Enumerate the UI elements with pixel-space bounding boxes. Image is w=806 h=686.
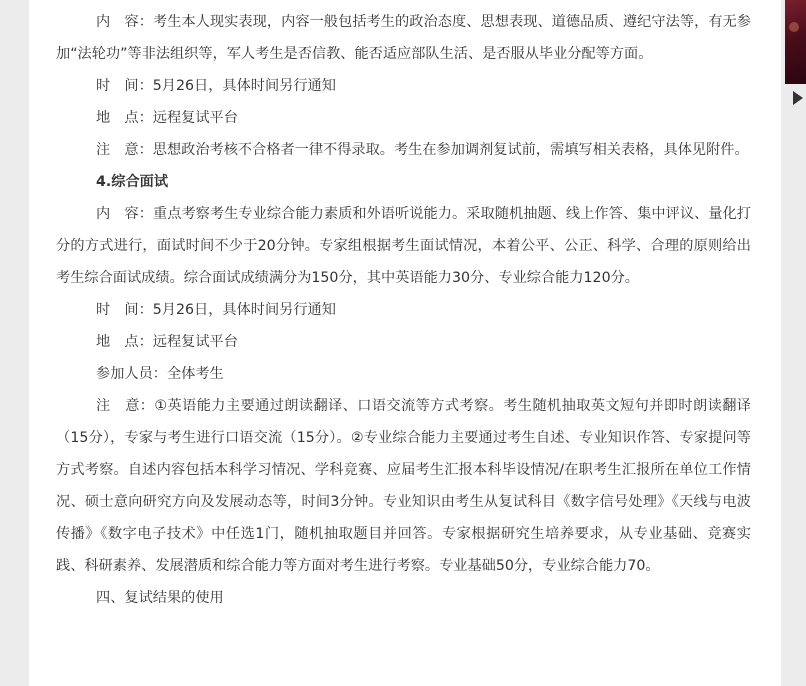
paragraph-interview-place: 地 点：远程复试平台 [96, 334, 238, 350]
paragraph-interview-content: 内 容：重点考察考生专业综合能力素质和外语听说能力。采取随机抽题、线上作答、集中评议、量化打分的方式进行，面试时间不少于20分钟。专家组根据考生面试情况，本着公平、公正、科学、合理的原则给出考生综合面试成绩。综合面试成绩满分为150分，其中英语能力30分、专业综合能力120分。 [56, 206, 751, 286]
paragraph-political-note: 注 意：思想政治考核不合格者一律不得录取。考生在参加调剂复试前，需填写相关表格，具体见附件。 [96, 142, 749, 158]
section-heading-interview: 4.综合面试 [96, 174, 169, 190]
video-thumbnail[interactable] [785, 0, 806, 84]
article-content [29, 0, 781, 686]
paragraph-interview-participants: 参加人员：全体考生 [96, 366, 224, 382]
play-arrow-icon[interactable] [793, 91, 803, 105]
paragraph-political-place: 地 点：远程复试平台 [96, 110, 238, 126]
paragraph-interview-note: 注 意：①英语能力主要通过朗读翻译、口语交流等方式考察。考生随机抽取英文短句并即时朗读翻译（15分），专家与考生进行口语交流（15分）。②专业综合能力主要通过考生自述、专业知识作答、专家提问等方式考察。自述内容包括本科学习情况、学科竞赛、应届考生汇报本科毕设情况/在职考生汇报所在单位工作情况、硕士意向研究方向及发展动态等，时间3分钟。专业知识由考生从复试科目《数字信号处理》《天线与电波传播》《数字电子技术》中任选1门，随机抽取题目并回答。专家根据研究生培养要求，从专业基础、竞赛实践、科研素养、发展潜质和综合能力等方面对考生进行考察。专业基础50分，专业综合能力70。 [56, 398, 751, 574]
paragraph-political-time: 时 间：5月26日，具体时间另行通知 [96, 78, 336, 94]
paragraph-political-content: 内 容：考生本人现实表现，内容一般包括考生的政治态度、思想表现、道德品质、遵纪守法等，有无参加“法轮功”等非法组织等，军人考生是否信教、能否适应部队生活、是否服从毕业分配等方面。 [56, 14, 751, 62]
paragraph-interview-time: 时 间：5月26日，具体时间另行通知 [96, 302, 336, 318]
section-heading-results: 四、复试结果的使用 [96, 590, 224, 606]
